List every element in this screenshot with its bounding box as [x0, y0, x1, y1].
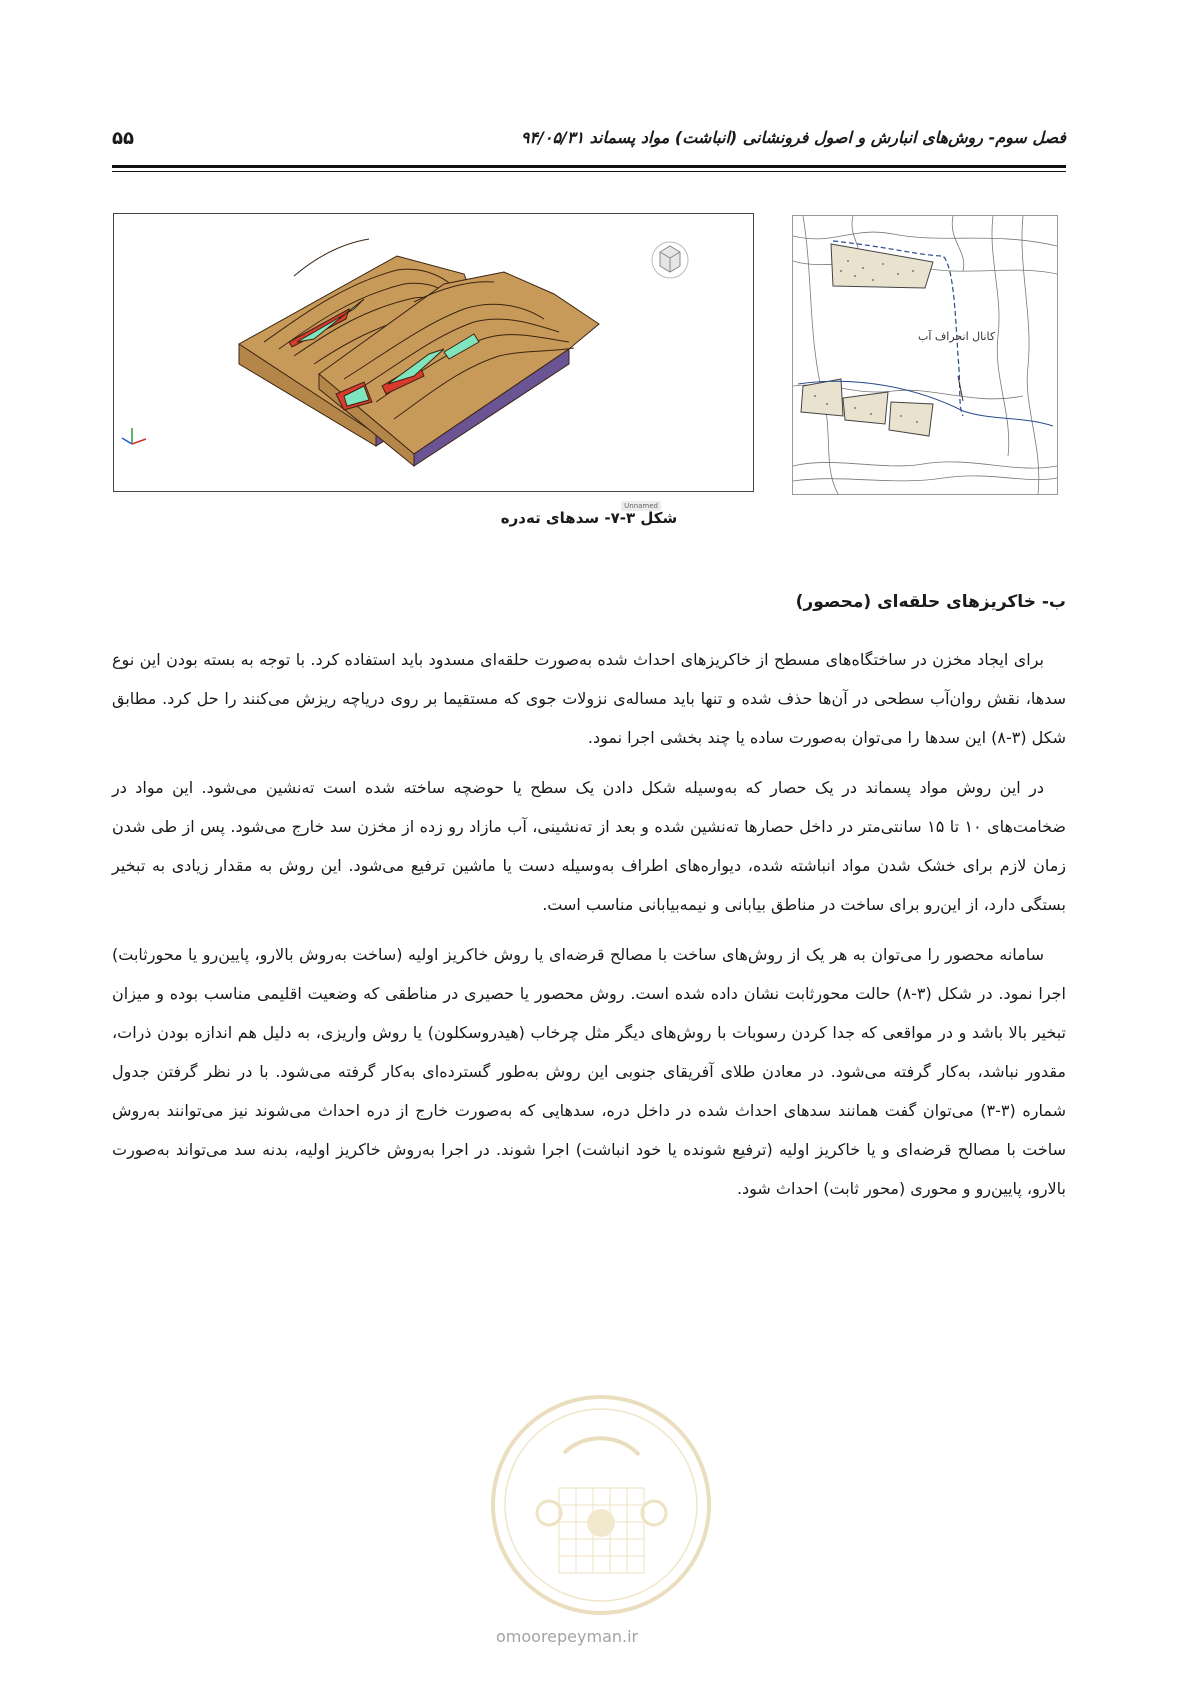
terrain-3d-figure [113, 213, 754, 510]
page-header [112, 128, 1066, 158]
header-rule-thin [112, 171, 1066, 172]
viewcube-icon [652, 242, 688, 278]
watermark-seal [489, 1393, 714, 1618]
contour-map-drawing [793, 216, 1057, 494]
page-number: ۵۵ [112, 128, 134, 149]
paragraph: سامانه محصور را می‌توان به هر یک از روش‌های ساخت با مصالح قرضه‌ای یا روش خاکریز اولیه (ساخت به‌روش بالارو، پایین‌رو یا محورثابت) اجرا نمود. در شکل (۳-۸) حالت محورثابت نشان داده شده است. روش محصور یا حصیری در مناطقی که وضعیت اقلیمی مناسب بوده و میزان تبخیر بالا باشد و در مواقعی که جدا کردن رسوبات با روش‌های دیگر مثل چرخاب (هیدروسکلون) یا روش واریزی، به دلیل هم اندازه بودن ذرات، مقدور نباشد، به‌کار گرفته می‌شود. در معادن طلای آفریقای جنوبی این روش به‌طور گسترده‌ای به‌کار گرفته می‌شود. با در نظر گرفتن جدول شماره (۳-۳) می‌توان گفت همانند سدهای احداث شده در داخل دره، سدهایی که به‌صورت خارج از دره احداث می‌شوند نیز می‌توانند به‌روش ساخت با مصالح قرضه‌ای و یا خاکریز اولیه (ترفیع شونده یا خود انباشت) اجرا شوند. در اجرا به‌روش خاکریز اولیه، بدنه سد می‌تواند به‌صورت بالارو، پایین‌رو و محوری (محور ثابت) احداث شود. [112, 945, 1067, 1198]
header-rule [112, 165, 1066, 168]
terrain-3d-drawing [114, 214, 752, 490]
paragraph: در این روش مواد پسماند در یک حصار که به‌وسیله شکل دادن یک سطح یا حوضچه ساخته شده است ته‌نشین می‌شود. این مواد در ضخامت‌های ۱۰ تا ۱۵ سانتی‌متر در داخل حصارها ته‌نشین شده و بعد از ته‌نشینی، آب مازاد رو زده از مخزن سد خارج می‌شود. پس از طی شدن زمان لازم برای خشک شدن مواد انباشته شده، دیواره‌های اطراف به‌وسیله دست یا ماشین ترفیع می‌شود. این روش به مقدار زیادی به تبخیر بستگی دارد، از این‌رو برای ساخت در مناطق بیابانی و نیمه‌بیابانی مناسب است. [112, 778, 1066, 914]
figure-caption: شکل ۳-۷- سدهای ته‌دره [500, 509, 678, 527]
viewcube-label: Unnamed [621, 501, 661, 511]
running-title: فصل سوم- روش‌های انبارش و اصول فرونشانی (انباشت) مواد پسماند ۹۴/۰۵/۳۱ [520, 128, 1066, 147]
site-url: omoorepeyman.ir [496, 1627, 639, 1646]
body-text [112, 640, 1066, 1219]
section-heading: ب- خاکریزهای حلقه‌ای (محصور) [795, 592, 1066, 612]
paragraph: برای ایجاد مخزن در ساختگاه‌های مسطح از خاکریزهای احداث شده به‌صورت حلقه‌ای مسدود باید استفاده کرد. با توجه به بسته بودن این نوع سدها، نقش روان‌آب سطحی در آن‌ها حذف شده و تنها باید مساله‌ی نزولات جوی که مستقیما بر روی دریاچه ریزش می‌کنند را حل کرد. مطابق شکل (۳-۸) این سدها را می‌توان به‌صورت ساده یا چند بخشی اجرا نمود. [112, 650, 1066, 747]
diversion-channel-label: کانال انحراف آب [918, 330, 996, 343]
contour-map-figure [792, 215, 1058, 495]
axis-gizmo-icon [122, 428, 146, 444]
